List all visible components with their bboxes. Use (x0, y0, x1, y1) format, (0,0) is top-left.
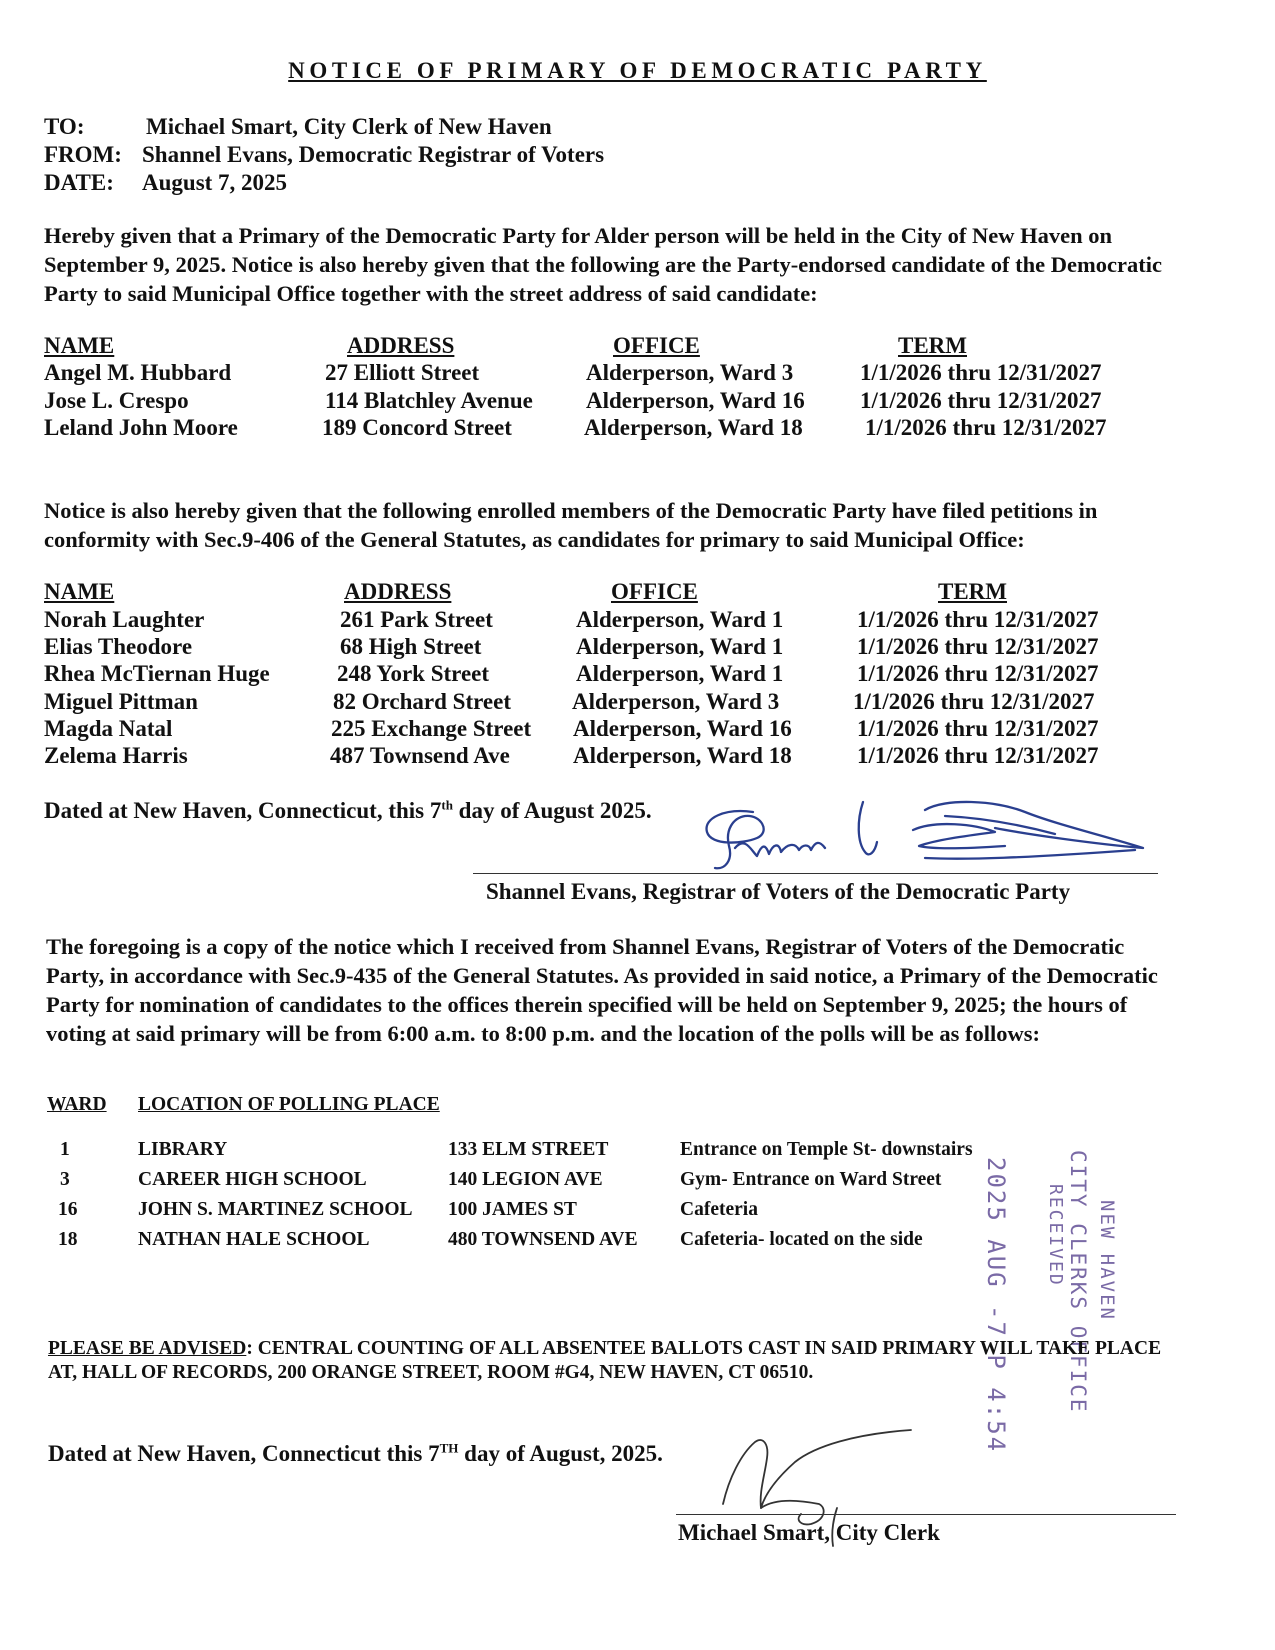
polling-header-location: LOCATION OF POLLING PLACE (138, 1094, 440, 1115)
endorsed-header-name: NAME (44, 333, 115, 358)
stamp-date: 2025 AUG -7 P 4:54 (982, 1157, 1010, 1454)
petitioner-address: 225 Exchange Street (331, 716, 532, 741)
polling-address: 140 LEGION AVE (448, 1169, 603, 1190)
stamp-city: NEW HAVEN (1096, 1200, 1118, 1321)
endorsed-header-address: ADDRESS (347, 333, 455, 358)
petitioner-office: Alderperson, Ward 3 (572, 689, 780, 714)
polling-place: NATHAN HALE SCHOOL (138, 1229, 370, 1250)
endorsed-term: 1/1/2026 thru 12/31/2027 (860, 388, 1102, 413)
polling-place: JOHN S. MARTINEZ SCHOOL (138, 1199, 413, 1220)
petitioner-office: Alderperson, Ward 1 (576, 607, 784, 632)
dated-text-post: day of August 2025. (452, 798, 652, 823)
petitioner-term: 1/1/2026 thru 12/31/2027 (857, 743, 1099, 768)
registrar-signature-line (473, 873, 1158, 874)
polling-header-ward: WARD (47, 1094, 107, 1115)
advisory-label: PLEASE BE ADVISED (48, 1338, 247, 1359)
endorsed-name: Jose L. Crespo (44, 388, 189, 413)
polling-note: Cafeteria (680, 1199, 758, 1220)
petitioner-address: 487 Townsend Ave (330, 743, 510, 768)
polling-place: CAREER HIGH SCHOOL (138, 1169, 367, 1190)
endorsed-address: 114 Blatchley Avenue (325, 388, 533, 413)
petitioner-header-address: ADDRESS (344, 579, 452, 604)
petition-paragraph: Notice is also hereby given that the following enrolled members of the Democratic Party have filed petitions in conformity with Sec.9-406 of the General Statutes, as candidates for primary to said Municipal Office: (44, 498, 1098, 552)
polling-note: Entrance on Temple St- downstairs (680, 1139, 973, 1160)
petitioner-name: Rhea McTiernan Huge (44, 661, 270, 686)
petitioner-header-term: TERM (938, 579, 1007, 604)
polling-address: 133 ELM STREET (448, 1139, 609, 1160)
polling-ward: 1 (60, 1139, 70, 1160)
petitioner-header-name: NAME (44, 579, 115, 604)
advisory-text-1: : CENTRAL COUNTING OF ALL ABSENTEE BALLOTS CAST IN SAID PRIMARY WILL TAKE PLACE (246, 1338, 1162, 1359)
endorsed-term: 1/1/2026 thru 12/31/2027 (860, 360, 1102, 385)
endorsed-header-office: OFFICE (613, 333, 700, 358)
petitioner-name: Miguel Pittman (44, 689, 198, 714)
petitioner-address: 261 Park Street (340, 607, 493, 632)
petitioner-term: 1/1/2026 thru 12/31/2027 (857, 716, 1099, 741)
endorsed-name: Leland John Moore (44, 415, 238, 440)
petitioner-office: Alderperson, Ward 1 (576, 634, 784, 659)
dated-text-pre: Dated at New Haven, Connecticut, this 7 (44, 798, 442, 823)
petitioner-address: 68 High Street (340, 634, 482, 659)
petitioner-address: 82 Orchard Street (333, 689, 512, 714)
clerk-signature-line (676, 1514, 1176, 1515)
dated-text-post: day of August, 2025. (458, 1441, 663, 1466)
date-value: August 7, 2025 (142, 170, 288, 195)
petitioner-name: Zelema Harris (44, 743, 188, 768)
from-label: FROM: (44, 142, 122, 167)
date-label: DATE: (44, 170, 114, 195)
polling-note: Cafeteria- located on the side (680, 1229, 923, 1250)
advisory-line-1 (48, 1338, 1161, 1360)
endorsed-name: Angel M. Hubbard (44, 360, 232, 385)
petitioner-office: Alderperson, Ward 18 (573, 743, 792, 768)
stamp-office: CITY CLERKS OFFICE (1066, 1150, 1090, 1414)
endorsed-office: Alderperson, Ward 16 (586, 388, 805, 413)
dated-text-pre: Dated at New Haven, Connecticut this 7 (48, 1441, 440, 1466)
from-value: Shannel Evans, Democratic Registrar of Voters (142, 142, 605, 167)
dated-line-clerk (48, 1441, 663, 1467)
endorsed-office: Alderperson, Ward 3 (586, 360, 794, 385)
page-title: NOTICE OF PRIMARY OF DEMOCRATIC PARTY (288, 58, 987, 83)
polling-ward: 16 (58, 1199, 78, 1220)
polling-ward: 18 (58, 1229, 78, 1250)
to-value: Michael Smart, City Clerk of New Haven (146, 114, 552, 139)
petitioner-term: 1/1/2026 thru 12/31/2027 (857, 607, 1099, 632)
polling-address: 100 JAMES ST (448, 1199, 577, 1220)
petitioner-office: Alderperson, Ward 16 (573, 716, 792, 741)
endorsed-address: 189 Concord Street (322, 415, 512, 440)
intro-paragraph: Hereby given that a Primary of the Democratic Party for Alder person will be held in the City of New Haven on September 9, 2025. Notice is also hereby given that the following are the Party-endorsed candidate of the Democratic Party to said Municipal Office together with the street address of said candidate: (44, 223, 1162, 306)
petitioner-term: 1/1/2026 thru 12/31/2027 (857, 634, 1099, 659)
petitioner-office: Alderperson, Ward 1 (576, 661, 784, 686)
polling-note: Gym- Entrance on Ward Street (680, 1169, 942, 1190)
clerk-caption: Michael Smart, City Clerk (678, 1520, 940, 1545)
petitioner-name: Norah Laughter (44, 607, 205, 632)
polling-ward: 3 (60, 1169, 70, 1190)
petitioner-header-office: OFFICE (611, 579, 698, 604)
dated-ordinal: TH (439, 1440, 459, 1456)
endorsed-office: Alderperson, Ward 18 (584, 415, 803, 440)
dated-line-registrar (44, 798, 652, 824)
polling-place: LIBRARY (138, 1139, 228, 1160)
dated-ordinal: th (441, 797, 453, 813)
petitioner-name: Elias Theodore (44, 634, 193, 659)
petitioner-term: 1/1/2026 thru 12/31/2027 (853, 689, 1095, 714)
registrar-caption: Shannel Evans, Registrar of Voters of the Democratic Party (486, 879, 1071, 904)
petitioner-name: Magda Natal (44, 716, 173, 741)
endorsed-term: 1/1/2026 thru 12/31/2027 (865, 415, 1107, 440)
petitioner-term: 1/1/2026 thru 12/31/2027 (857, 661, 1099, 686)
polling-address: 480 TOWNSEND AVE (448, 1229, 638, 1250)
endorsed-header-term: TERM (898, 333, 967, 358)
endorsed-address: 27 Elliott Street (325, 360, 480, 385)
advisory-text-2: AT, HALL OF RECORDS, 200 ORANGE STREET, ROOM #G4, NEW HAVEN, CT 06510. (48, 1362, 814, 1383)
stamp-received: RECEIVED (1045, 1184, 1066, 1287)
petitioner-address: 248 York Street (337, 661, 490, 686)
to-label: TO: (44, 114, 85, 139)
foregoing-paragraph: The foregoing is a copy of the notice which I received from Shannel Evans, Registrar of Voters of the Democratic Party, in accordance with Sec.9-435 of the General Statutes. As provided in said notice, a Primary of the Democratic Party for nomination of candidates to the offices therein specified will be held on September 9, 2025; the hours of voting at said primary will be from 6:00 a.m. to 8:00 p.m. and the location of the polls will be as follows: (46, 934, 1158, 1046)
registrar-signature (695, 790, 1155, 882)
